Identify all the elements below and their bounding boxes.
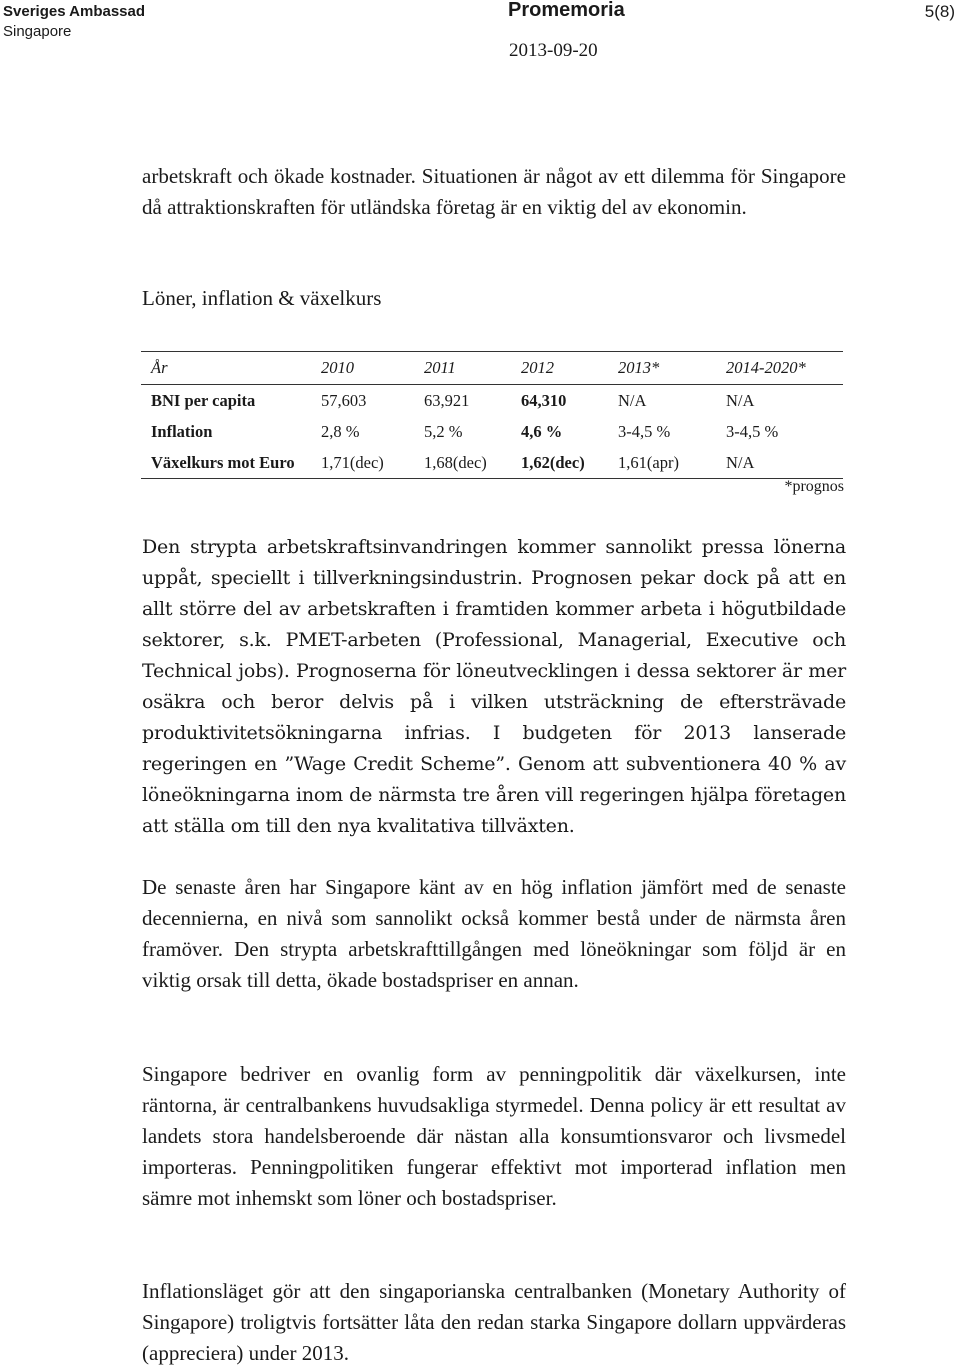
org-name: Sveriges Ambassad (3, 3, 146, 20)
table-header-cell: 2012 (521, 358, 554, 377)
paragraph-monetary-policy: Singapore bedriver en ovanlig form av penningpolitik där växelkursen, inte räntorna, är centralbankens huvudsakliga styrmedel. Denna policy är ett resultat av landets stora handelsberoende där nästan alla konsumtionsvaror och livsmedel importeras. Penningpolitiken fungerar effektivt mot importerad inflation men sämre mot inhemskt som löner och bostadspriser. (142, 1062, 846, 1210)
document-date: 2013-09-20 (509, 40, 598, 61)
table-header-cell: 2014-2020* (726, 358, 806, 377)
table-cell: 1,61(apr) (618, 452, 679, 472)
paragraph-outlook: Inflationsläget gör att den singaporianska centralbanken (Monetary Authority of Singapore) troligtvis fortsätter låta den redan starka Singapore dollarn uppvärderas (appreciera) under 2013. (142, 1279, 846, 1365)
table-header-cell: 2010 (321, 358, 354, 377)
paragraph-wages: Den strypta arbetskraftsinvandringen kommer sannolikt pressa lönerna uppåt, speciellt i tillverkningsindustrin. Prognosen pekar dock på att en allt större del av arbetskraften i framtiden kommer arbeta i högutbildade sektorer, s.k. PMET-arbeten (Professional, Managerial, Executive och Technical jobs). Prognoserna för löneutvecklingen i dessa sektorer är mer osäkra och beror delvis på i vilken utsträckning de eftersträvade produktivitetsökningarna infrias. I budgeten för 2013 lanserade regeringen en ”Wage Credit Scheme”. Genom att subventionera 40 % av löneökningarna inom de närmsta tre åren vill regeringen hjälpa företagen att ställa om till den nya kvalitativa tillväxten. (142, 536, 846, 837)
table-header-row (141, 352, 843, 385)
table-cell: 64,310 (521, 390, 567, 410)
table-cell: 1,68(dec) (424, 452, 487, 472)
table-cell: N/A (726, 452, 755, 472)
paragraph-inflation: De senaste åren har Singapore känt av en hög inflation jämfört med de senaste decennierna, en nivå som sannolikt också kommer bestå under de närmsta åren framöver. Den strypta arbetskrafttillgången med löneökningar som följd är en viktig orsak till detta, ökade bostadspriser en annan. (142, 875, 846, 992)
table-row (141, 385, 843, 417)
table-header-cell: År (151, 358, 168, 377)
row-label: Växelkurs mot Euro (151, 452, 295, 472)
table-cell: 4,6 % (521, 421, 563, 441)
table-header-cell: 2011 (424, 358, 456, 377)
document-type: Promemoria (508, 0, 625, 21)
table-cell: 5,2 % (424, 421, 463, 441)
page-number: 5(8) (924, 2, 955, 21)
table-cell: 1,71(dec) (321, 452, 384, 472)
table-row (141, 447, 843, 479)
table-cell: 1,62(dec) (521, 452, 585, 472)
table-cell: N/A (618, 390, 647, 410)
row-label: Inflation (151, 421, 213, 441)
forecast-note: *prognos (784, 478, 844, 495)
header-organization (3, 2, 145, 42)
table-cell: 63,921 (424, 390, 470, 410)
table-cell: 2,8 % (321, 421, 360, 441)
table-header-cell: 2013* (618, 358, 660, 377)
table-cell: 3-4,5 % (618, 421, 671, 441)
org-location: Singapore (3, 23, 72, 40)
table-cell: N/A (726, 390, 755, 410)
economic-table (141, 351, 843, 479)
row-label: BNI per capita (151, 390, 256, 410)
intro-paragraph: arbetskraft och ökade kostnader. Situationen är något av ett dilemma för Singapore då attraktionskraften för utländska företag är en viktig del av ekonomin. (142, 164, 846, 219)
section-title: Löner, inflation & växelkurs (142, 286, 382, 310)
table-row (141, 416, 843, 447)
table-cell: 3-4,5 % (726, 421, 779, 441)
table-cell: 57,603 (321, 390, 367, 410)
